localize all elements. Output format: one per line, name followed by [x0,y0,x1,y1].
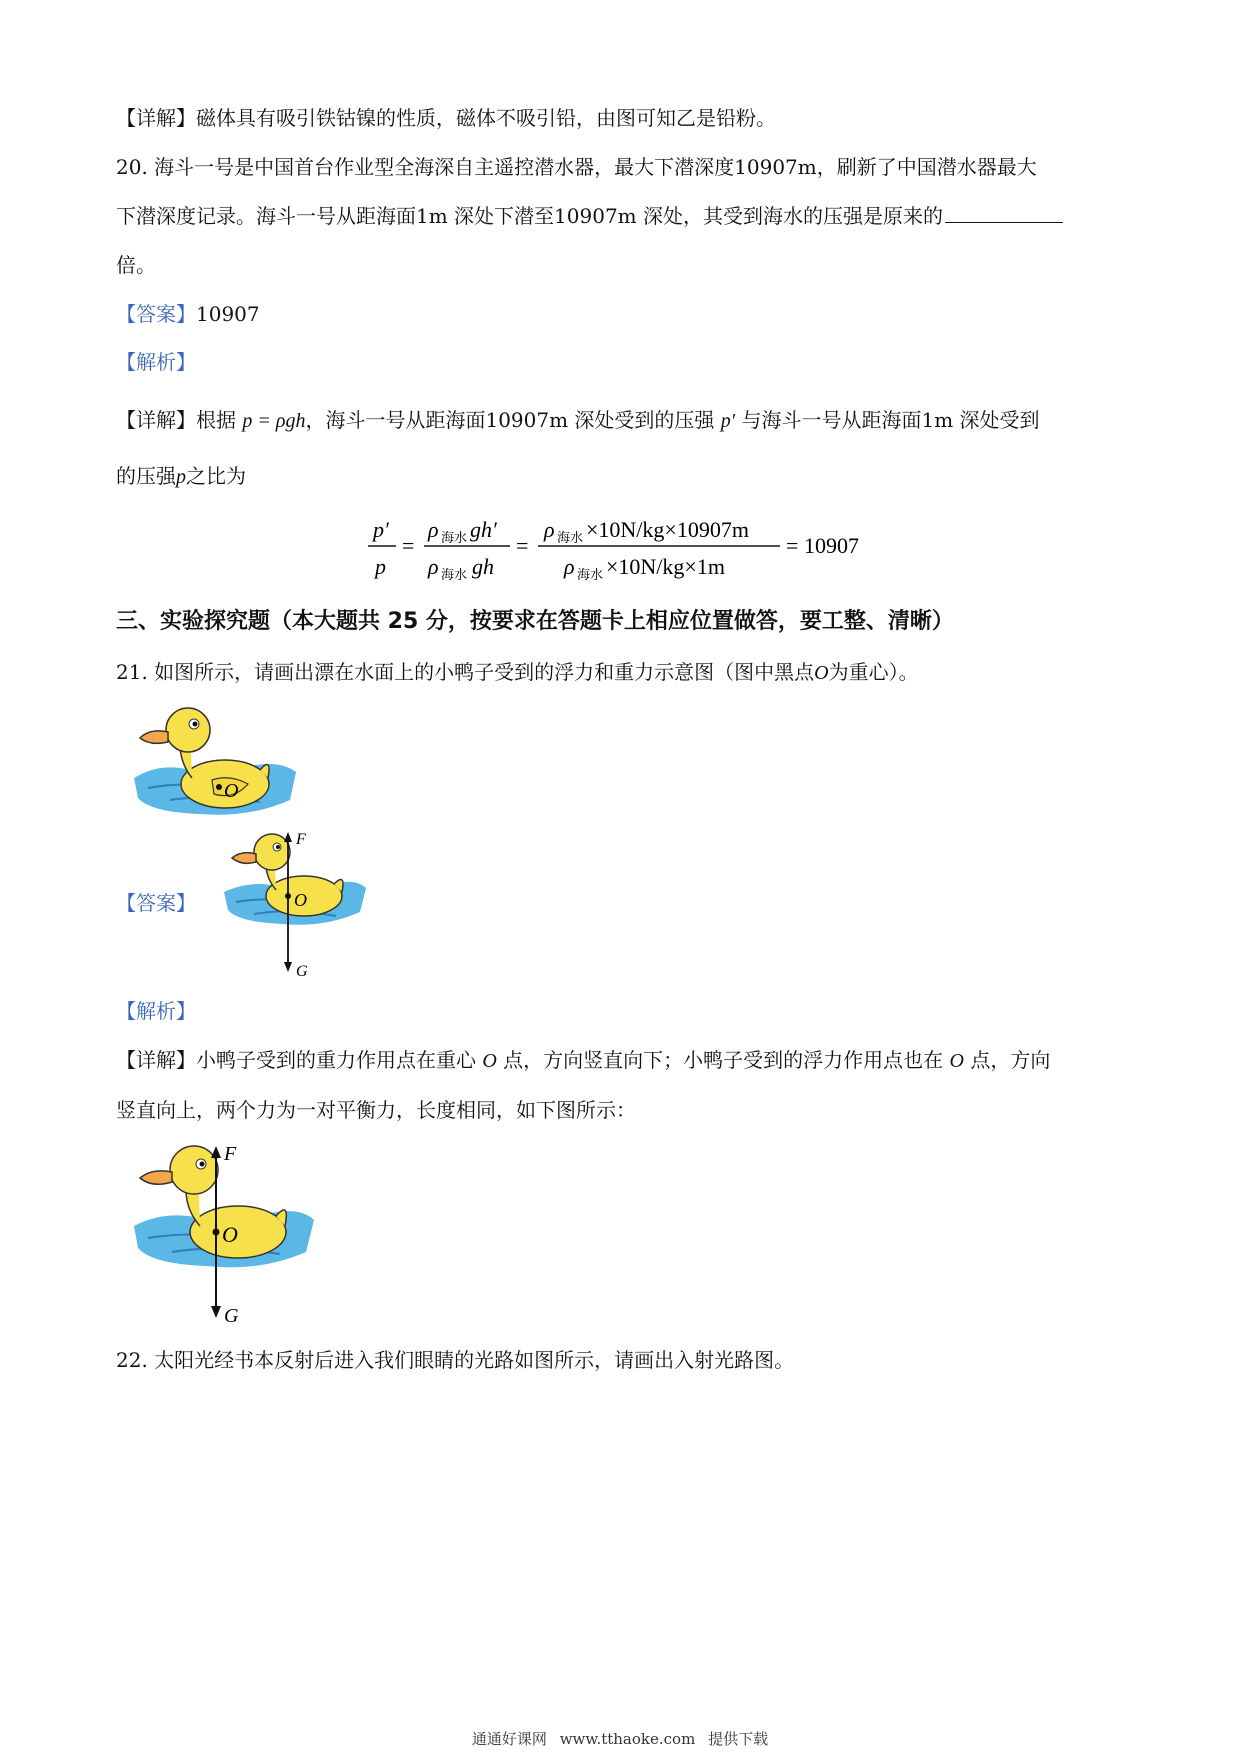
q20-stem-line-3: 倍。 [116,253,156,277]
q20-detail-line-1 [116,406,1040,435]
q20-stem-line-2 [116,202,1063,230]
formula-result: 10907 [804,533,859,558]
duck-beak-icon [140,731,168,743]
rho: ρ [544,517,555,542]
detail-text: 之比为 [186,464,246,488]
duck-beak-icon [140,1171,172,1184]
label-G: G [296,963,308,980]
symbol-O: O [949,1050,964,1072]
gh-prime: gh′ [470,517,497,542]
duck-detail-figure [130,1136,320,1326]
gh: gh [472,554,494,579]
label-O: O [222,1222,238,1247]
detail-text: 小鸭子受到的重力作用点在重心 [196,1048,476,1072]
symbol-p: p [176,466,186,488]
duck-answer-figure [220,830,370,980]
rho: ρ [428,554,439,579]
rho: ρ [428,517,439,542]
q20-stem-text: 下潜深度记录。海斗一号从距海面1m 深处下潜至10907m 深处，其受到海水的压强是原来的 [116,204,943,228]
detail-tag: 【详解】 [116,106,196,130]
detail-tag: 【详解】 [116,408,196,432]
mid-numerator: ×10N/kg×10907m [586,517,749,542]
label-F: F [224,1143,237,1165]
q21-stem-text: 为重心）。 [828,660,919,684]
equals-sign: = [516,533,529,558]
duck-pupil-icon [200,1162,205,1167]
answer-blank [945,204,1063,223]
page-footer [0,1728,1240,1749]
label-O: O [294,890,307,910]
detail-text: 的压强 [116,464,176,488]
detail-text: 与海斗一号从距海面1m 深处受到 [741,408,1040,432]
symbol-O: O [482,1050,497,1072]
duck-body-icon [190,1206,286,1258]
arrow-head-down-icon [211,1306,221,1318]
subscript-sea-water: 海水 [441,531,468,546]
duck-head-icon [170,1146,218,1194]
detail-tag: 【详解】 [116,1048,196,1072]
formula-lhs-num: p′ [373,517,389,542]
arrow-head-down-icon [284,962,292,972]
equals-sign: = [786,533,799,558]
duck-pupil-icon [276,845,280,849]
center-of-gravity-dot [216,784,222,790]
q20-answer-line [116,300,260,328]
arrow-head-up-icon [211,1146,221,1158]
duck-question-figure [130,700,300,822]
q21-detail-line-2: 竖直向上，两个力为一对平衡力，长度相同，如下图所示： [116,1098,636,1122]
mid-denominator: ×10N/kg×1m [606,554,725,579]
subscript-sea-water: 海水 [441,568,468,582]
q21-detail-line-1 [116,1046,1050,1075]
arrow-head-up-icon [284,832,292,842]
q19-detail-line [116,104,776,132]
label-G: G [224,1305,239,1326]
center-of-gravity-dot [285,893,291,899]
q21-stem-line [116,658,919,687]
answer-tag: 【答案】 [116,302,196,326]
equals-sign: = [402,533,415,558]
inline-formula: p = ρgh [242,410,306,432]
section-heading: 三、实验探究题（本大题共 25 分，按要求在答题卡上相应位置做答，要工整、清晰） [116,609,954,634]
center-of-gravity-dot [213,1229,220,1236]
detail-text: ，海斗一号从距海面10907m 深处受到的压强 [305,408,715,432]
label-O: O [224,780,239,802]
rho: ρ [564,554,575,579]
duck-head-icon [166,708,210,752]
footer-site-name: 通通好课网 [471,1730,547,1748]
duck-pupil-icon [193,722,198,727]
duck-beak-icon [232,853,256,864]
detail-text: 点，方向竖直向下；小鸭子受到的浮力作用点也在 [503,1048,944,1072]
ratio-formula [368,512,888,582]
subscript-sea-water: 海水 [577,568,604,582]
q22-stem-line: 22. 太阳光经书本反射后进入我们眼睛的光路如图所示，请画出入射光路图。 [116,1348,795,1372]
q20-detail-line-2 [116,462,246,491]
detail-text: 根据 [196,408,236,432]
label-F: F [296,831,306,848]
formula-lhs-den: p [375,554,386,579]
footer-suffix: 提供下载 [708,1730,769,1748]
q20-analysis-tag: 【解析】 [116,350,196,374]
duck-head-icon [254,834,290,870]
detail-text: 点，方向 [970,1048,1051,1072]
q21-answer-tag: 【答案】 [116,891,196,915]
q20-stem-line-1: 20. 海斗一号是中国首台作业型全海深自主遥控潜水器，最大下潜深度10907m，刷新了中国潜水器最大 [116,155,1037,179]
symbol-p-prime: p′ [720,410,736,432]
detail-text: 磁体具有吸引铁钴镍的性质，磁体不吸引铅，由图可知乙是铅粉。 [196,106,776,130]
subscript-sea-water: 海水 [557,531,584,546]
q21-analysis-tag: 【解析】 [116,999,196,1023]
footer-url[interactable]: www.tthaoke.com [559,1730,696,1748]
answer-value: 10907 [196,302,260,326]
symbol-O: O [814,662,829,684]
q21-stem-text: 21. 如图所示，请画出漂在水面上的小鸭子受到的浮力和重力示意图（图中黑点 [116,660,815,684]
